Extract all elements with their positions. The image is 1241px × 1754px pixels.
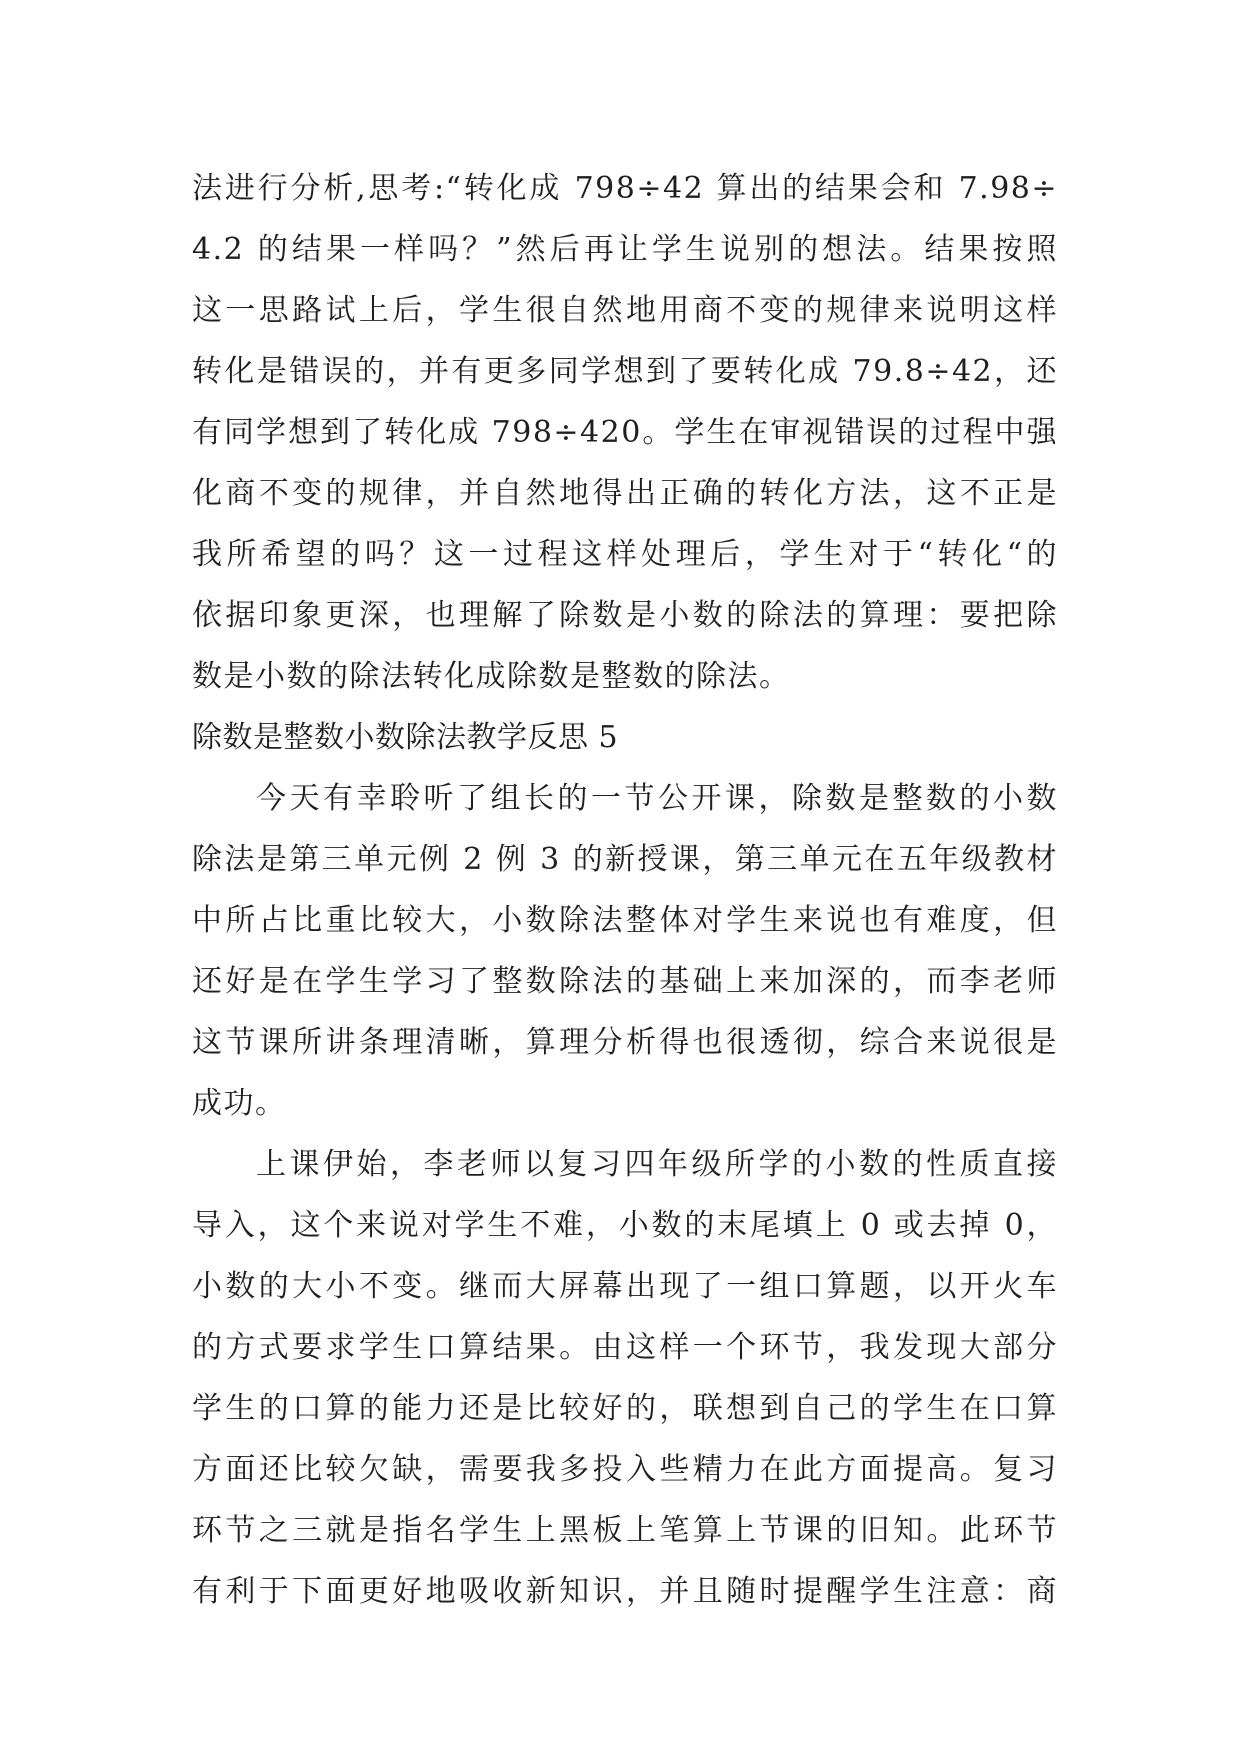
text-line: 转化是错误的，并有更多同学想到了要转化成 79.8÷42，还 (192, 354, 1058, 389)
text-line: 法进行分析,思考:“转化成 798÷42 算出的结果会和 7.98÷ (192, 171, 1058, 206)
paragraph-lesson-start (192, 1134, 1058, 1622)
section-heading: 除数是整数小数除法教学反思 5 (192, 720, 619, 755)
text-line: 有同学想到了转化成 798÷420。学生在审视错误的过程中强 (192, 415, 1058, 450)
text-line: 有利于下面更好地吸收新知识，并且随时提醒学生注意：商 (192, 1574, 1058, 1609)
text-line: 我所希望的吗？这一过程这样处理后，学生对于“转化“的 (192, 537, 1058, 572)
text-line: 4.2 的结果一样吗？”然后再让学生说别的想法。结果按照 (192, 232, 1058, 267)
text-line: 方面还比较欠缺，需要我多投入些精力在此方面提高。复习 (192, 1452, 1058, 1487)
document-body (192, 158, 1058, 1622)
text-line: 的方式要求学生口算结果。由这样一个环节，我发现大部分 (192, 1330, 1058, 1365)
text-line: 成功。 (192, 1086, 287, 1121)
text-line: 这节课所讲条理清晰，算理分析得也很透彻，综合来说很是 (192, 1025, 1058, 1060)
text-line: 依据印象更深，也理解了除数是小数的除法的算理：要把除 (192, 598, 1058, 633)
text-line: 学生的口算的能力还是比较好的，联想到自己的学生在口算 (192, 1391, 1058, 1426)
paragraph-continued (192, 158, 1058, 707)
text-line: 中所占比重比较大，小数除法整体对学生来说也有难度，但 (192, 903, 1058, 938)
text-line: 化商不变的规律，并自然地得出正确的转化方法，这不正是 (192, 476, 1058, 511)
text-line: 小数的大小不变。继而大屏幕出现了一组口算题，以开火车 (192, 1269, 1058, 1304)
text-line: 数是小数的除法转化成除数是整数的除法。 (192, 659, 791, 694)
text-line: 导入，这个来说对学生不难，小数的末尾填上 0 或去掉 0， (192, 1208, 1058, 1243)
text-line: 今天有幸聆听了组长的一节公开课，除数是整数的小数 (256, 781, 1058, 816)
text-line: 上课伊始，李老师以复习四年级所学的小数的性质直接 (256, 1147, 1058, 1182)
text-line: 除法是第三单元例 2 例 3 的新授课，第三单元在五年级教材 (192, 842, 1058, 877)
paragraph-intro (192, 768, 1058, 1134)
text-line: 还好是在学生学习了整数除法的基础上来加深的，而李老师 (192, 964, 1058, 999)
text-line: 环节之三就是指名学生上黑板上笔算上节课的旧知。此环节 (192, 1513, 1058, 1548)
text-line: 这一思路试上后，学生很自然地用商不变的规律来说明这样 (192, 293, 1058, 328)
